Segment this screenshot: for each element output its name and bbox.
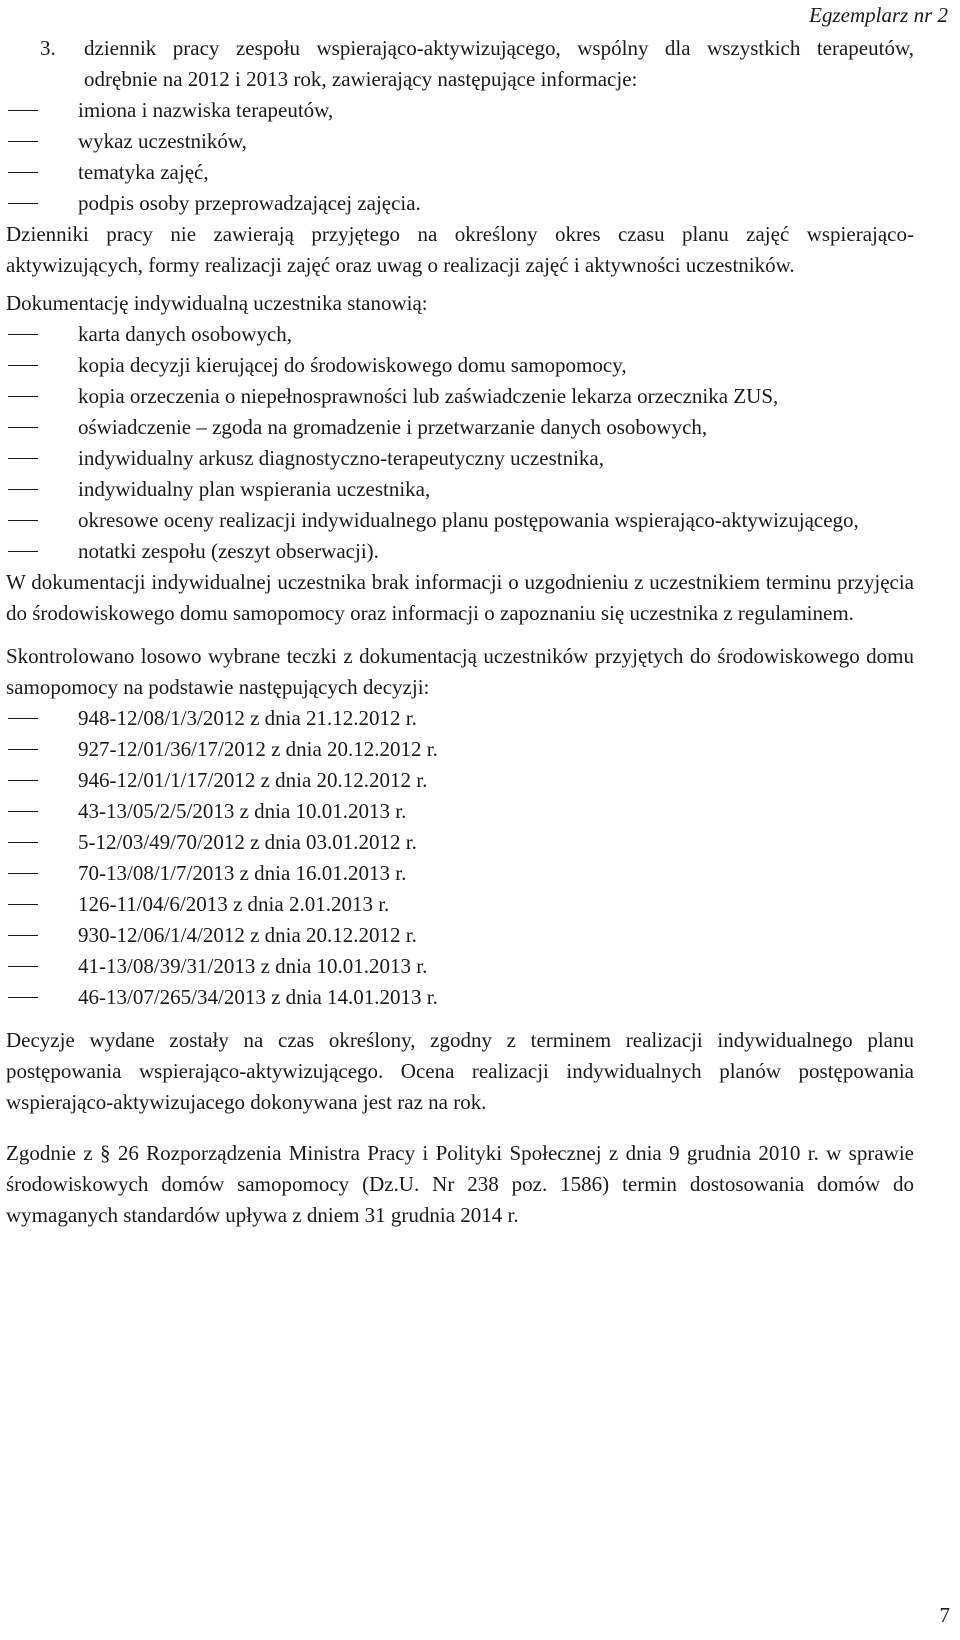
list-item: indywidualny arkusz diagnostyczno-terapeutyczny uczestnika, <box>6 443 914 474</box>
decision-item: 43-13/05/2/5/2013 z dnia 10.01.2013 r. <box>6 796 914 827</box>
decision-item: 946-12/01/1/17/2012 z dnia 20.12.2012 r. <box>6 765 914 796</box>
list-item: kopia decyzji kierującej do środowiskowego domu samopomocy, <box>6 350 914 381</box>
individual-docs-list <box>6 319 914 567</box>
decisions-list <box>6 703 914 1013</box>
decision-item: 927-12/01/36/17/2012 z dnia 20.12.2012 r. <box>6 734 914 765</box>
section-number: 3. <box>40 36 56 60</box>
list-item: notatki zespołu (zeszyt obserwacji). <box>6 536 914 567</box>
document-body <box>6 33 914 1231</box>
list-item: indywidualny plan wspierania uczestnika, <box>6 474 914 505</box>
decision-item: 70-13/08/1/7/2013 z dnia 16.01.2013 r. <box>6 858 914 889</box>
decision-item: 930-12/06/1/4/2012 z dnia 20.12.2012 r. <box>6 920 914 951</box>
list-item: podpis osoby przeprowadzającej zajęcia. <box>6 188 914 219</box>
journal-contents-list <box>6 95 914 219</box>
regulation-paragraph: Zgodnie z § 26 Rozporządzenia Ministra Pracy i Polityki Społecznej z dnia 9 grudnia 2010 r. w sprawie środowiskowych domów samopomocy (Dz.U. Nr 238 poz. 1586) termin dostosowania domów do wymaganych standardów upływa z dniem 31 grudnia 2014 r. <box>6 1141 914 1227</box>
individual-docs-intro: Dokumentację indywidualną uczestnika stanowią: <box>6 291 428 315</box>
page-number: 7 <box>939 1603 950 1627</box>
journals-paragraph: Dzienniki pracy nie zawierają przyjętego na określony okres czasu planu zajęć wspierająco-aktywizujących, formy realizacji zajęć oraz uwag o realizacji zajęć i aktywności uczestników. <box>6 222 914 277</box>
decision-item: 126-11/04/6/2013 z dnia 2.01.2013 r. <box>6 889 914 920</box>
decision-item: 5-12/03/49/70/2012 z dnia 03.01.2012 r. <box>6 827 914 858</box>
decisions-intro: Skontrolowano losowo wybrane teczki z dokumentacją uczestników przyjętych do środowiskowego domu samopomocy na podstawie następujących decyzji: <box>6 644 914 699</box>
decision-item: 46-13/07/265/34/2013 z dnia 14.01.2013 r. <box>6 982 914 1013</box>
list-item: tematyka zajęć, <box>6 157 914 188</box>
list-item: imiona i nazwiska terapeutów, <box>6 95 914 126</box>
list-item: karta danych osobowych, <box>6 319 914 350</box>
list-item: kopia orzeczenia o niepełnosprawności lub zaświadczenie lekarza orzecznika ZUS, <box>6 381 914 412</box>
issued-paragraph: Decyzje wydane zostały na czas określony, zgodny z terminem realizacji indywidualnego planu postępowania wspierająco-aktywizującego. Ocena realizacji indywidualnych planów postępowania wspierająco-aktywizujacego dokonywana jest raz na rok. <box>6 1028 914 1114</box>
section-3-intro <box>6 33 914 95</box>
decision-item: 41-13/08/39/31/2013 z dnia 10.01.2013 r. <box>6 951 914 982</box>
list-item: oświadczenie – zgoda na gromadzenie i przetwarzanie danych osobowych, <box>6 412 914 443</box>
list-item: okresowe oceny realizacji indywidualnego planu postępowania wspierająco-aktywizującego, <box>6 505 914 536</box>
section-3-text: dziennik pracy zespołu wspierająco-aktywizującego, wspólny dla wszystkich terapeutów, odrębnie na 2012 i 2013 rok, zawierający następujące informacje: <box>84 36 914 91</box>
decision-item: 948-12/08/1/3/2012 z dnia 21.12.2012 r. <box>6 703 914 734</box>
no-info-paragraph: W dokumentacji indywidualnej uczestnika brak informacji o uzgodnieniu z uczestnikiem terminu przyjęcia do środowiskowego domu samopomocy oraz informacji o zapoznaniu się uczestnika z regulaminem. <box>6 570 914 625</box>
copy-number-header: Egzemplarz nr 2 <box>809 3 948 27</box>
list-item: wykaz uczestników, <box>6 126 914 157</box>
